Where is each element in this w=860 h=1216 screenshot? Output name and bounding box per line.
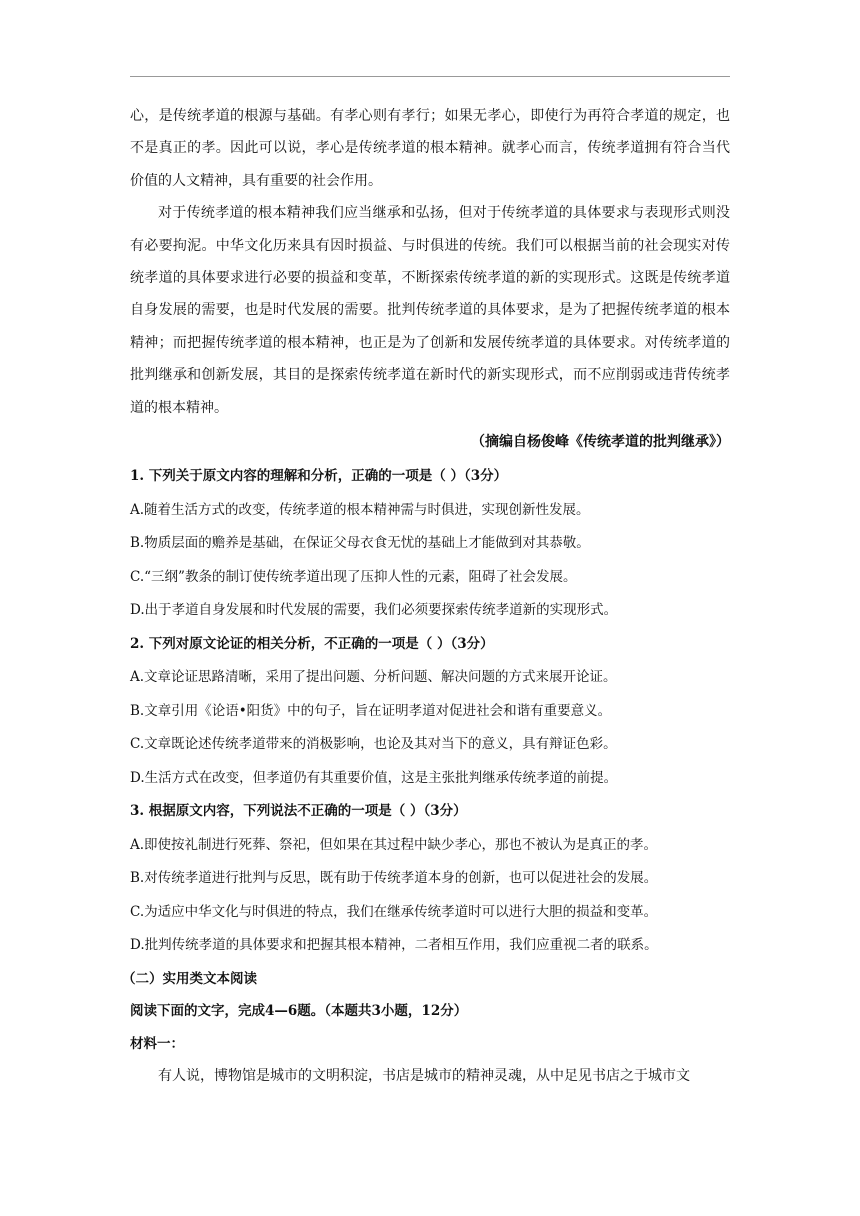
option-a: A.即使按礼制进行死葬、祭祀，但如果在其过程中缺少孝心，那也不被认为是真正的孝。 xyxy=(130,836,658,853)
passage-paragraph-1: 心，是传统孝道的根源与基础。有孝心则有孝行；如果无孝心，即使行为再符合孝道的规定，也不是真正的孝。因此可以说，孝心是传统孝道的根本精神。就孝心而言，传统孝道拥有符合当代价值的人文精神，具有重要的社会作用。 xyxy=(130,108,730,189)
material-paragraph: 有人说，博物馆是城市的文明积淀，书店是城市的精神灵魂，从中足见书店之于城市文 xyxy=(158,1068,690,1085)
section-instruction: 阅读下面的文字，完成4—6题。（本题共3小题，12分） xyxy=(130,1003,468,1020)
option-b: B.物质层面的赡养是基础，在保证父母衣食无忧的基础上才能做到对其恭敬。 xyxy=(130,535,590,552)
passage-paragraph-2: 对于传统孝道的根本精神我们应当继承和弘扬，但对于传统孝道的具体要求与表现形式则没有必要拘泥。中华文化历来具有因时损益、与时俱进的传统。我们可以根据当前的社会现实对传统孝道的具体要求进行必要的损益和变革，不断探索传统孝道的新的实现形式。这既是传统孝道自身发展的需要，也是时代发展的需要。批判传统孝道的具体要求，是为了把握传统孝道的根本精神；而把握传统孝道的根本精神，也正是为了创新和发展传统孝道的具体要求。对传统孝道的批判继承和创新发展，其目的是探索传统孝道在新时代的新实现形式，而不应削弱或违背传统孝道的根本精神。 xyxy=(130,205,730,416)
option-d: D.出于孝道自身发展和时代发展的需要，我们必须要探索传统孝道新的实现形式。 xyxy=(130,602,618,619)
option-a: A.文章论证思路清晰，采用了提出问题、分析问题、解决问题的方式来展开论证。 xyxy=(130,669,617,686)
passage-source: （摘编自杨俊峰《传统孝道的批判继承》） xyxy=(471,434,730,451)
question-2 xyxy=(130,628,730,796)
option-c: C.文章既论述传统孝道带来的消极影响，也论及其对当下的意义，具有辩证色彩。 xyxy=(130,736,617,753)
option-a: A.随着生活方式的改变，传统孝道的根本精神需与时俱进，实现创新性发展。 xyxy=(130,501,590,518)
option-b: B.文章引用《论语•阳货》中的句子，旨在证明孝道对促进社会和谐有重要意义。 xyxy=(130,702,612,719)
option-c: C.“三纲”教条的制订使传统孝道出现了压抑人性的元素，阻碍了社会发展。 xyxy=(130,568,577,585)
question-stem: 1. 下列关于原文内容的理解和分析，正确的一项是（ ）（3分） xyxy=(130,468,508,485)
question-1 xyxy=(130,460,730,628)
question-3 xyxy=(130,795,730,963)
header-rule xyxy=(130,76,730,77)
option-d: D.生活方式在改变，但孝道仍有其重要价值，这是主张批判继承传统孝道的前提。 xyxy=(130,769,618,786)
question-stem: 3. 根据原文内容，下列说法不正确的一项是（ ）（3分） xyxy=(130,803,467,820)
option-c: C.为适应中华文化与时俱进的特点，我们在继承传统孝道时可以进行大胆的损益和变革。 xyxy=(130,903,658,920)
section-heading: （二）实用类文本阅读 xyxy=(122,970,257,987)
question-stem: 2. 下列对原文论证的相关分析，不正确的一项是（ ）（3分） xyxy=(130,635,494,652)
option-b: B.对传统孝道进行批判与反思，既有助于传统孝道本身的创新，也可以促进社会的发展。 xyxy=(130,870,658,887)
option-d: D.批判传统孝道的具体要求和把握其根本精神，二者相互作用，我们应重视二者的联系。 xyxy=(130,937,658,954)
material-label: 材料一： xyxy=(130,1035,184,1052)
page-content xyxy=(122,100,730,1092)
